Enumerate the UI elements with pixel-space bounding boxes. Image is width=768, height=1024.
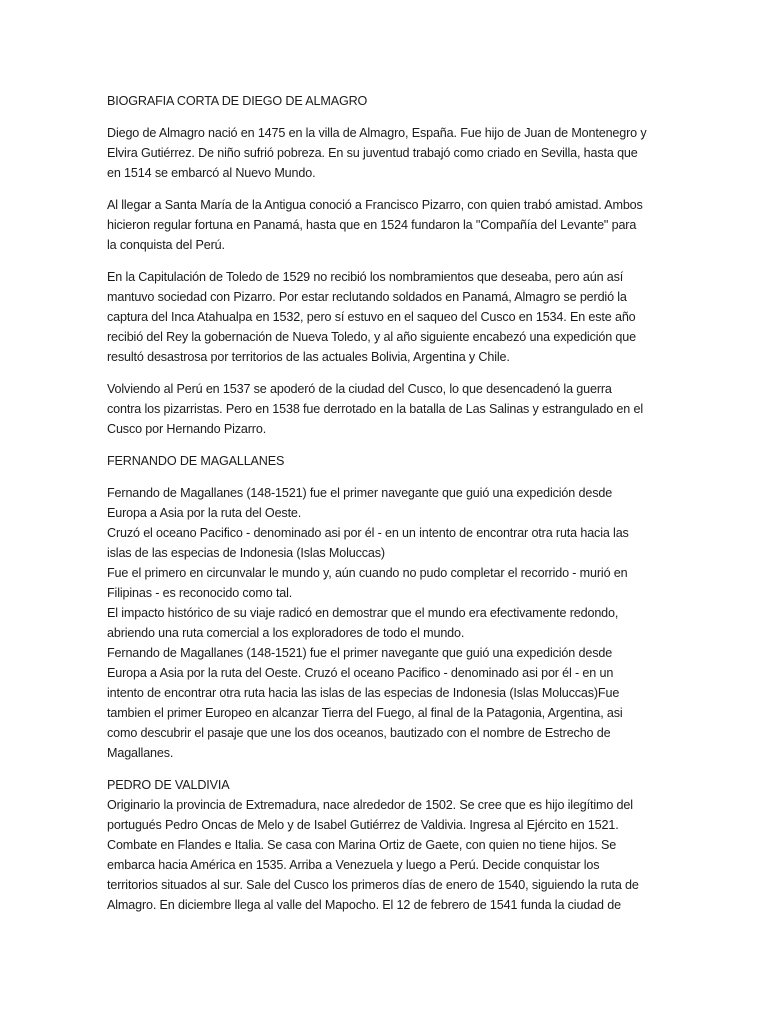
magallanes-line-impact: El impacto histórico de su viaje radicó en demostrar que el mundo era efectivamente redondo, abriendo una ruta comercial a los exploradores de todo el mundo.: [107, 606, 619, 640]
heading-fernando-de-magallanes: FERNANDO DE MAGALLANES: [107, 454, 285, 468]
document-body: [107, 91, 647, 915]
magallanes-line-summary: Fernando de Magallanes (148-1521) fue el primer navegante que guió una expedición desde Europa a Asia por la ruta del Oeste. Cruzó el oceano Pacifico - denominado asi por él - en un intento de encontrar otra ruta hacia las islas de las especias de Indonesia (Islas Moluccas)Fue tambien el primer Europeo en alcanzar Tierra del Fuego, al final de la Patagonia, Argentina, asi como descubrir el pasaje que une los dos oceanos, bautizado con el nombre de Estrecho de Magallanes.: [107, 646, 623, 760]
valdivia-paragraph: Originario la provincia de Extremadura, nace alrededor de 1502. Se cree que es hijo ilegítimo del portugués Pedro Oncas de Melo y de Isabel Gutiérrez de Valdivia. Ingresa al Ejército en 1521. Combate en Flandes e Italia. Se casa con Marina Ortiz de Gaete, con quien no tiene hijos. Se embarca hacia América en 1535. Arriba a Venezuela y luego a Perú. Decide conquistar los territorios situados al sur. Sale del Cusco los primeros días de enero de 1540, siguiendo la ruta de Almagro. En diciembre llega al valle del Mapocho. El 12 de febrero de 1541 funda la ciudad de: [107, 798, 639, 912]
almagro-paragraph-toledo: En la Capitulación de Toledo de 1529 no recibió los nombramientos que deseaba, pero aún así mantuvo sociedad con Pizarro. Por estar reclutando soldados en Panamá, Almagro se perdió la captura del Inca Atahualpa en 1532, pero sí estuvo en el saqueo del Cusco en 1534. En este año recibió del Rey la gobernación de Nueva Toledo, y al año siguiente encabezó una expedición que resultó desastrosa por territorios de las actuales Bolivia, Argentina y Chile.: [107, 270, 636, 364]
magallanes-line-intro: Fernando de Magallanes (148-1521) fue el primer navegante que guió una expedición desde Europa a Asia por la ruta del Oeste.: [107, 486, 613, 520]
heading-pedro-de-valdivia: PEDRO DE VALDIVIA: [107, 778, 230, 792]
magallanes-section: [107, 483, 647, 763]
heading-diego-de-almagro: BIOGRAFIA CORTA DE DIEGO DE ALMAGRO: [107, 94, 368, 108]
magallanes-line-pacific: Cruzó el oceano Pacifico - denominado asi por él - en un intento de encontrar otra ruta hacia las islas de las especias de Indonesia (Islas Moluccas): [107, 526, 629, 560]
almagro-paragraph-cusco: Volviendo al Perú en 1537 se apoderó de la ciudad del Cusco, lo que desencadenó la guerra contra los pizarristas. Pero en 1538 fue derrotado en la batalla de Las Salinas y estrangulado en el Cusco por Hernando Pizarro.: [107, 382, 643, 436]
almagro-paragraph-birth: Diego de Almagro nació en 1475 en la villa de Almagro, España. Fue hijo de Juan de Montenegro y Elvira Gutiérrez. De niño sufrió pobreza. En su juventud trabajó como criado en Sevilla, hasta que en 1514 se embarcó al Nuevo Mundo.: [107, 126, 647, 180]
magallanes-line-circumnavigation: Fue el primero en circunvalar le mundo y, aún cuando no pudo completar el recorrido - murió en Filipinas - es reconocido como tal.: [107, 566, 628, 600]
almagro-paragraph-pizarro: Al llegar a Santa María de la Antigua conoció a Francisco Pizarro, con quien trabó amistad. Ambos hicieron regular fortuna en Panamá, hasta que en 1524 fundaron la "Compañía del Levante" para la conquista del Perú.: [107, 198, 643, 252]
section-spacer: [107, 763, 647, 775]
